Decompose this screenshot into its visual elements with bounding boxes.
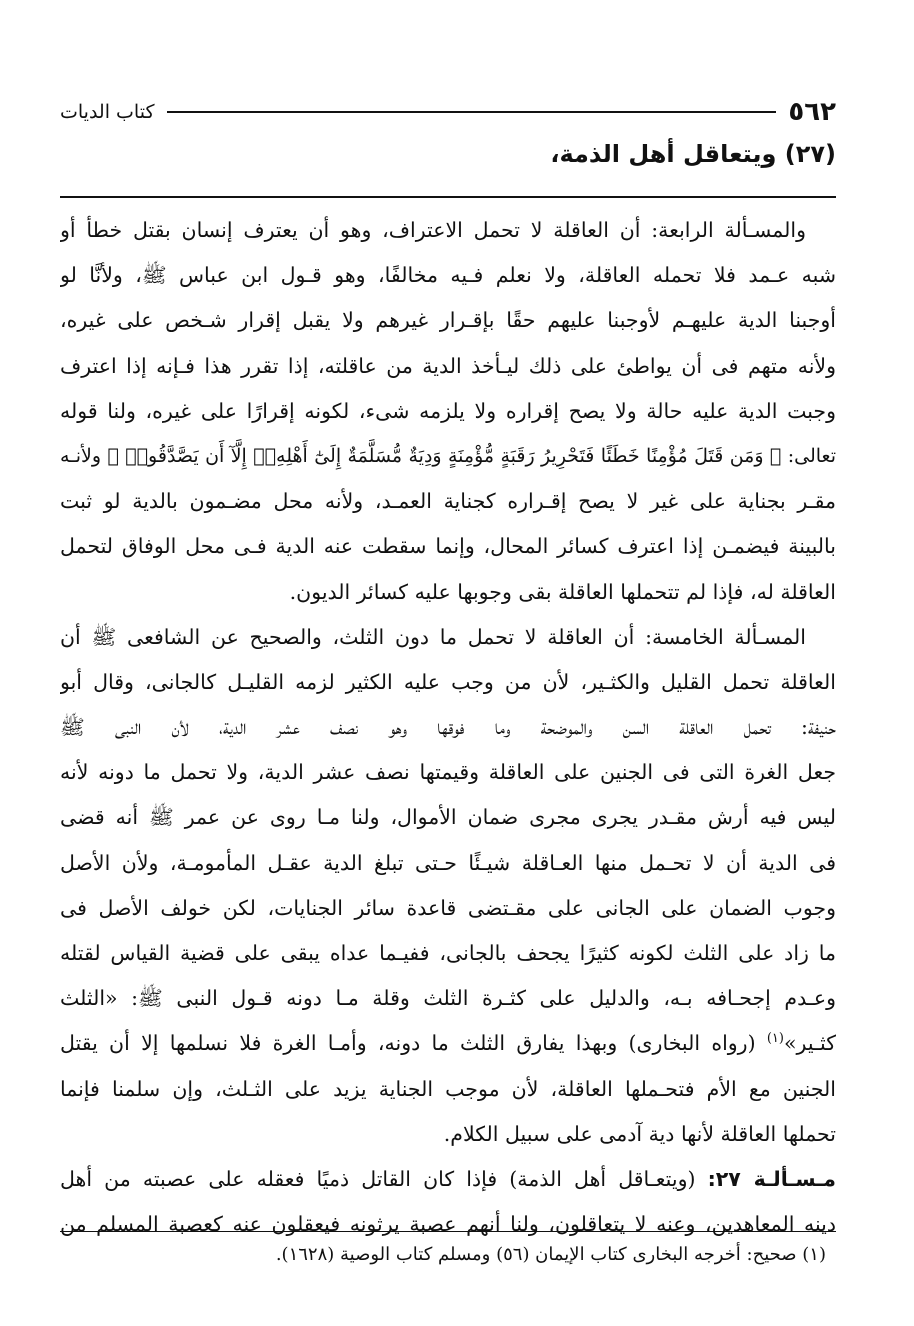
text-line: العاقلة تحمل القليل والكثـير، لأن من وجب عليه الكثير لزمه القليـل كالجانى، وقال أبو xyxy=(60,669,836,694)
text-line: وجبت الدية عليه حالة ولا يصح إقراره ولا يلزمه شىء، لكونه إقرارًا على غيره، ولنا قوله xyxy=(60,398,836,423)
text-line xyxy=(60,1157,836,1202)
quran-verse-line: تعالى: ﴿ وَمَن قَتَلَ مُؤْمِنًا خَطَئًا فَتَحْرِيرُ رَقَبَةٍ مُّؤْمِنَةٍ وَدِيَةٌ مُّسَلَّمَةٌ إِلَىٰٓ أَهْلِهِۦٓ إِلَّآ أَن يَصَّدَّقُوا۟ ﴾ ولأنـه xyxy=(60,444,836,467)
header-rule xyxy=(167,111,777,113)
text-line: تحملها العاقلة لأنها دية آدمى على سبيل الكلام. xyxy=(443,1121,836,1146)
text-fragment: (ويتعـاقل أهل الذمة) فإذا كان القاتل ذميًا فعقله على عصبته من أهل xyxy=(60,1166,696,1191)
text-fragment: كثـير» xyxy=(783,1031,836,1056)
text-line: فى الدية أن لا تحـمل منها العـاقلة شيـئًا حـتى تبلغ الدية عقـل المأمومـة، ولأن الأصل xyxy=(60,850,836,875)
text-line: العاقلة له، فإذا لم تتحملها العاقلة بقى وجوبها عليه كسائر الديون. xyxy=(289,579,836,604)
text-line: بالبينة فيضمـن إذا اعترف كسائر المحال، وإنما سقطت عنه الدية فـى محل الوفاق لتحمل xyxy=(60,534,836,559)
footnote-rule xyxy=(60,1231,836,1232)
text-line: أوجبنا الدية عليهـم لأوجبنا عليهم حقًا بإقـرار غيرهم ولا يقبل إقرار شـخص على غيره، xyxy=(60,308,836,333)
text-line: دينه المعاهدين، وعنه لا يتعاقلون، ولنا أنهم عصبة يرثونه فيعقلون عنه كعصبة المسلم من xyxy=(60,1212,836,1237)
text-line: جعل الغرة التى فى الجنين على العاقلة وقيمتها نصف عشر الدية، ولا تحمل ما دونه لأنه xyxy=(60,760,836,785)
page-header xyxy=(60,96,836,128)
text-line: وجوب الضمان على الجانى على مقـتضى قاعدة سائر الجنايات، لكن خولف الأصل فى xyxy=(60,895,836,920)
footnote-marker: (١) xyxy=(766,1031,784,1047)
text-line: ولأنه متهم فى أن يواطئ على ذلك ليـأخذ الدية من عاقلته، إذا تقرر هذا فـإنه إذا اعترف xyxy=(60,353,836,378)
text-line xyxy=(60,1021,836,1066)
text-line: ما زاد على الثلث لكونه كثيرًا يجحف بالجانى، ففيـما عداه يبقى على قضية القياس لقتله xyxy=(60,941,836,965)
section-heading: (٢٧) ويتعاقل أهل الذمة، xyxy=(550,140,836,168)
text-line: حنيفة: تحمل العاقلة السن والموضحة وما فوقها وهو نصف عشر الدية، لأن النبى ﷺ xyxy=(60,715,836,740)
issue-label: مـسـألـة ٢٧: xyxy=(707,1166,836,1191)
text-line: وعـدم إجحـافه بـه، والدليل على كثـرة الثلث وقلة مـا دونه قـول النبى ﷺ: «الثلث xyxy=(60,986,836,1011)
text-line: ليس فيه أرش مقـدر يجرى مجرى ضمان الأموال، ولنا مـا روى عن عمر ﷺ أنه قضى xyxy=(60,805,836,830)
footnote: (١) صحيح: أخرجه البخارى كتاب الإيمان (٥٦) ومسلم كتاب الوصية (١٦٢٨). xyxy=(275,1244,826,1265)
text-line: المسـألة الخامسة: أن العاقلة لا تحمل ما دون الثلث، والصحيح عن الشافعى ﷺ أن xyxy=(60,624,806,649)
body-text xyxy=(60,208,836,1247)
text-line: الجنين مع الأم فتحـملها العاقلة، لأن موجب الجناية يزيد على الثـلث، وإن سلمنا فإنما xyxy=(60,1076,836,1101)
text-fragment: (رواه البخارى) وبهذا يفارق الثلث ما دونه، وأمـا الغرة فلا نسلمها إلا أن يقتل xyxy=(60,1031,756,1056)
text-line: والمسـألة الرابعة: أن العاقلة لا تحمل الاعتراف، وهو أن يعترف إنسان بقتل خطأ أو xyxy=(60,218,806,242)
divider-rule xyxy=(60,196,836,198)
page-number: ٥٦٢ xyxy=(788,97,836,127)
text-line: مقـر بجناية على غير لا يصح إقـراره كجناية العمـد، ولأنه محل مضـمون بالدية لو ثبت xyxy=(60,489,836,514)
text-line: شبه عـمد فلا تحمله العاقلة، ولا نعلم فـيه مخالفًا، وهو قـول ابن عباس ﷺ، ولأنَّا لو xyxy=(60,263,836,288)
book-title: كتاب الديات xyxy=(60,101,155,123)
